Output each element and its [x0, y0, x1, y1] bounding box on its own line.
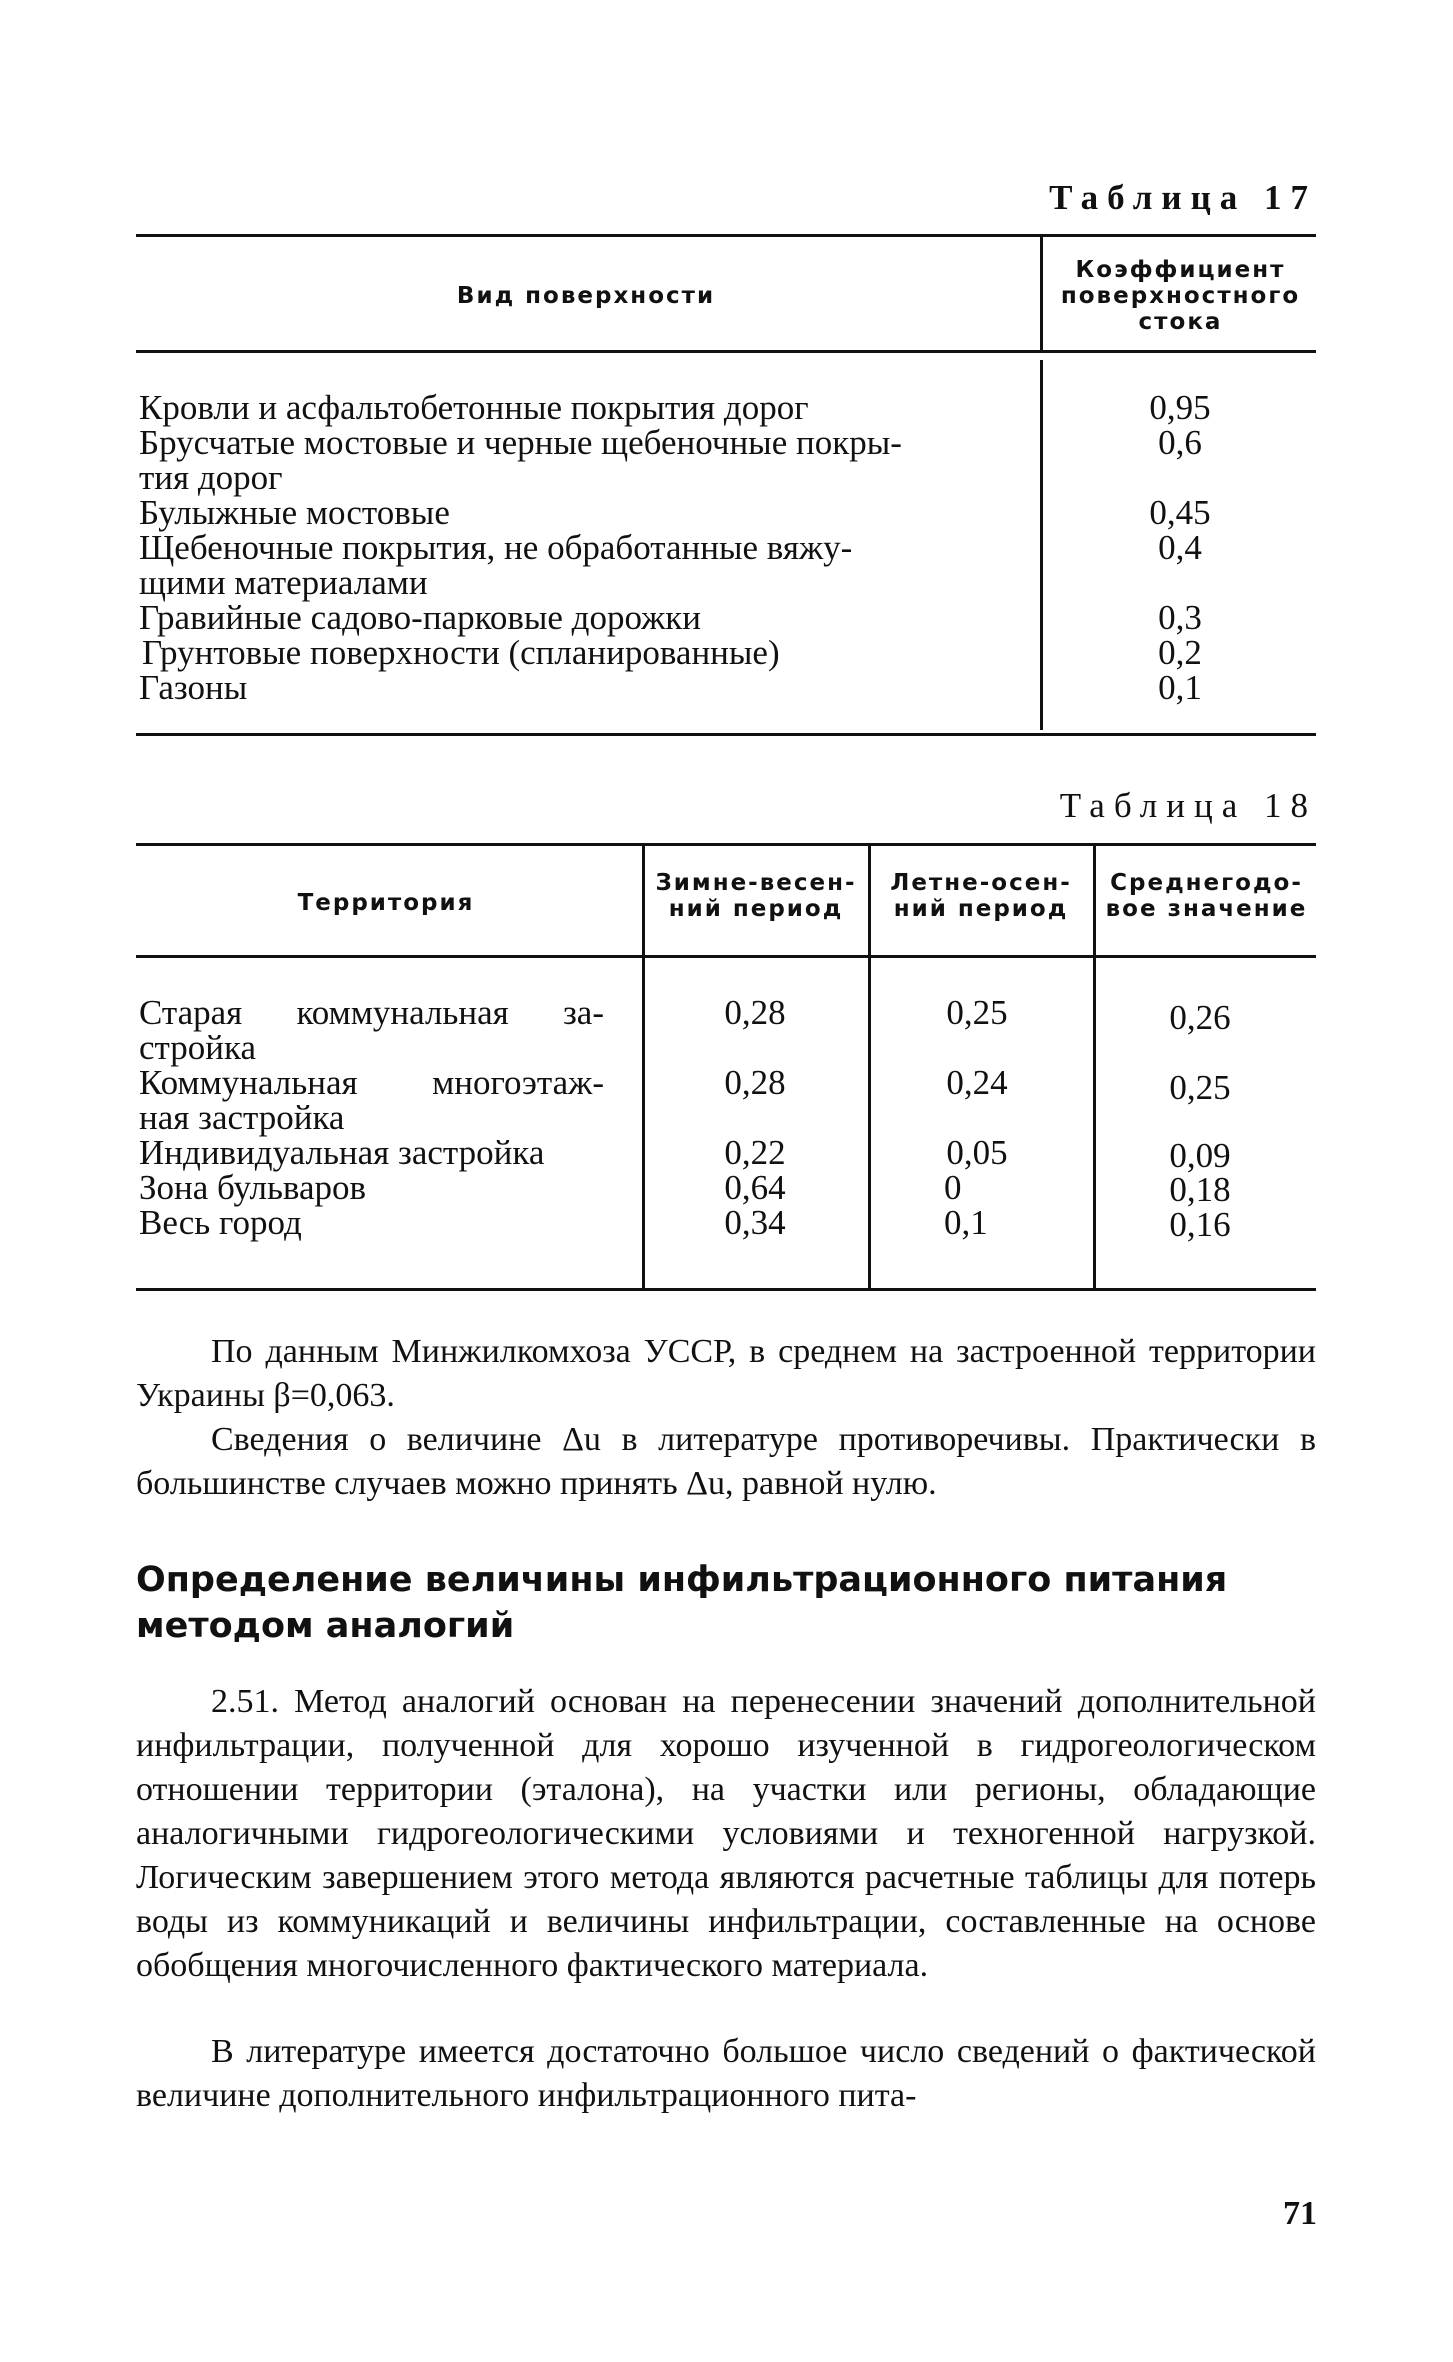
table18-divider-2	[868, 843, 871, 1288]
table18-row-1-label: Старая коммунальная за-	[139, 993, 604, 1032]
table18-row-2-average: 0,25	[1169, 1068, 1231, 1107]
table17-row-2-label-cont: тия дорог	[139, 458, 283, 497]
table17-row-2-label: Брусчатые мостовые и черные щебеночные покры-	[139, 423, 902, 462]
table17-header-coefficient: Коэффициент поверхностного стока	[1060, 257, 1301, 335]
table17-row-5-label: Гравийные садово-парковые дорожки	[139, 598, 701, 637]
table17-header-divider	[1040, 234, 1043, 350]
paragraph-delta-u: Сведения о величине Δu в литературе противоречивы. Практически в большинстве случаев можно принять Δu, равной нулю.	[136, 1421, 1316, 1502]
table18-row-3-label: Индивидуальная застройка	[139, 1133, 545, 1172]
table18-row-5-average: 0,16	[1169, 1205, 1231, 1244]
table18-row-3-winter: 0,22	[724, 1133, 786, 1172]
table17-row-7-label: Газоны	[139, 668, 248, 707]
table18-header-territory: Территория	[297, 890, 475, 916]
table17-row-5-value: 0,3	[1158, 598, 1202, 637]
table17-body-divider	[1040, 360, 1043, 730]
table17-header-surface: Вид поверхности	[456, 283, 716, 309]
table18-row-4-winter: 0,64	[724, 1168, 786, 1207]
table18-bottom-rule	[136, 1288, 1316, 1291]
paragraph-literature: В литературе имеется достаточно большое число сведений о фактической величине дополнительного инфильтрационного пита-	[136, 2033, 1316, 2114]
table18-row-4-summer: 0	[944, 1168, 962, 1207]
table18-row-1-summer: 0,25	[946, 993, 1008, 1032]
table18-caption: Таблица 18	[1059, 786, 1317, 825]
table18-row-4-average: 0,18	[1169, 1170, 1231, 1209]
table18-row-2-label: Коммунальная многоэтаж-	[139, 1063, 604, 1102]
table17-row-4-label-cont: щими материалами	[139, 563, 428, 602]
table18-header-average: Среднегодо- вое значение	[1105, 870, 1308, 922]
table17-row-1-label: Кровли и асфальтобетонные покрытия дорог	[139, 388, 809, 427]
table18-row-3-average: 0,09	[1169, 1136, 1231, 1175]
table17-bottom-rule	[136, 733, 1316, 736]
table17-header-rule	[136, 350, 1316, 353]
paragraph-2-51: 2.51. Метод аналогий основан на перенесении значений дополнительной инфильтрации, полученной для хорошо изученной в гидрогеологическом отношении территории (эталона), на участки или регионы, обладающие аналогичными гидрогеологическими условиями и техногенной нагрузкой. Логическим завершением этого метода являются расчетные таблицы для потерь воды из коммуникаций и величины инфильтрации, составленные на основе обобщения многочисленного фактического материала.	[136, 1683, 1316, 1984]
table18-row-1-label-cont: стройка	[139, 1028, 256, 1067]
table18-row-2-winter: 0,28	[724, 1063, 786, 1102]
table17-row-4-label: Щебеночные покрытия, не обработанные вяжу-	[139, 528, 853, 567]
table18-row-1-average: 0,26	[1169, 998, 1231, 1037]
table17-row-3-value: 0,45	[1149, 493, 1211, 532]
table17-row-1-value: 0,95	[1149, 388, 1211, 427]
table18-row-3-summer: 0,05	[946, 1133, 1008, 1172]
paragraph-beta: По данным Минжилкомхоза УССР, в среднем на застроенной территории Украины β=0,063.	[136, 1333, 1316, 1414]
table18-row-1-winter: 0,28	[724, 993, 786, 1032]
table18-row-4-label: Зона бульваров	[139, 1168, 367, 1207]
table17-row-7-value: 0,1	[1158, 668, 1202, 707]
table17-row-2-value: 0,6	[1158, 423, 1202, 462]
table17-row-4-value: 0,4	[1158, 528, 1202, 567]
table17-row-3-label: Булыжные мостовые	[139, 493, 450, 532]
table18-row-5-winter: 0,34	[724, 1203, 786, 1242]
table18-header-rule	[136, 955, 1316, 958]
table18-row-2-label-cont: ная застройка	[139, 1098, 345, 1137]
table18-top-rule	[136, 843, 1316, 846]
table17-row-6-value: 0,2	[1158, 633, 1202, 672]
table18-row-5-summer: 0,1	[944, 1203, 988, 1242]
table18-row-5-label: Весь город	[139, 1203, 302, 1242]
table18-row-2-summer: 0,24	[946, 1063, 1008, 1102]
table18-header-winter: Зимне-весен- ний период	[655, 870, 857, 922]
table18-divider-3	[1093, 843, 1096, 1288]
table18-divider-1	[642, 843, 645, 1288]
table18-header-summer: Летне-осен- ний период	[890, 870, 1072, 922]
table17-row-6-label: Грунтовые поверхности (спланированные)	[142, 633, 780, 672]
section-heading: Определение величины инфильтрационного питания методом аналогий	[136, 1560, 1228, 1646]
page-number: 71	[1283, 2195, 1317, 2232]
table17-top-rule	[136, 234, 1316, 237]
table17-caption: Таблица 17	[1049, 178, 1317, 217]
